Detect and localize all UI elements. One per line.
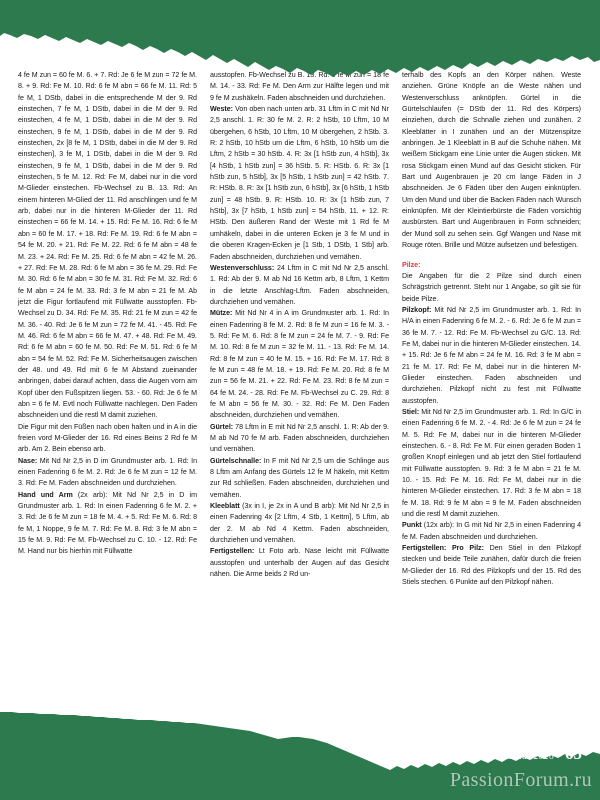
- section-heading: Westenverschluss:: [210, 263, 275, 272]
- section-guertelschnalle: Gürtelschnalle: In F mit Nd Nr 2,5 um die Schlinge aus 8 Lftm am Anfang des Gürtels 12 fe M häkeln, mit Kettm zur Rd schließen. Faden abschneiden, durchziehen und vernähen.: [210, 456, 389, 499]
- watermark: PassionForum.ru: [449, 769, 592, 791]
- section-heading: Pilzkopf:: [402, 305, 432, 314]
- section-heading: Gürtel:: [210, 422, 234, 431]
- page-number: 65: [565, 744, 582, 763]
- page-footer: [502, 744, 582, 764]
- section-westenverschluss: Westenverschluss: 24 Lftm in C mit Nd Nr 2,5 anschl. 1. Rd: Ab der 9. M ab Nd 16 Kettm arb, 8 Lftm, 1 Kettm in die letzte Anschlag-Lftm. Faden abschneiden, durchziehen und vernähen.: [210, 263, 389, 306]
- section-stiel: Stiel: Mit Nd Nr 2,5 im Grundmuster arb. 1. Rd: In G/C in einen Fadenring 6 fe M. 2. - 4. Rd: Je 6 fe M zun = 24 fe M. 5. Rd: Fe M, dabei nur in die hinteren M-Glieder einstechen. 6. - 8. Rd: Fe M. Für einen geraden Boden 1 großen Knopf einlegen und ab jetzt den Stiel fortlaufend mit Füllwatte ausstopfen. 9. Rd: 3 fe M abn = 21 fe M. 10. - 15. Rd: Fe M. 16. Rd: Fe M, dabei nur in die hinteren M-Glieder einstechen. 17. Rd: 3 fe M abn = 18 fe M. 18. Rd: 9 fe M abn = 9 fe M. Faden abschneiden und die restl M damit zuziehen.: [402, 407, 581, 519]
- column-right: [402, 70, 581, 588]
- section-spacer: [402, 252, 581, 260]
- page-content: [0, 70, 600, 730]
- section-fertigstellen: Fertigstellen: Lt Foto arb. Nase leicht mit Füllwatte ausstopfen und unterhalb der Augen auf das Gesicht nähen. Die Arme beids 2 Rd un-: [210, 547, 389, 579]
- section-heading: Fertigstellen: Pro Pilz:: [402, 544, 484, 553]
- section-kleeblatt: Kleeblatt (3x in I, je 2x in A und B arb): Mit Nd Nr 2,5 in einen Fadenring 4x [2 Lftm, 4 Stb, 1 Kettm], 5 Lftm, ab der 2. M ab Nd 4 Kettm. Faden abschneiden, durchziehen und vernähen.: [210, 502, 389, 545]
- text-columns: [18, 70, 582, 588]
- section-nase: Nase: Mit Nd Nr 2,5 in D im Grundmuster arb. 1. Rd: In einen Fadenring 6 fe M. 2. Rd: Je 6 fe M zun = 12 fe M. 3. Rd: Fe M. Faden abschneiden und durchziehen.: [18, 456, 197, 488]
- section-heading: Nase:: [18, 456, 38, 465]
- section-punkt: Punkt (12x arb): In G mit Nd Nr 2,5 in einen Fadenring 4 fe M. Faden abschneiden und durchziehen.: [402, 521, 581, 541]
- section-hand-und-arm: Hand und Arm (2x arb): Mit Nd Nr 2,5 in D im Grundmuster arb. 1. Rd: In einen Fadenring 6 fe M. 2. + 3. Rd: Je 6 fe M zun = 18 fe M. 4. + 5. Rd: Fe M. 6. Rd: 8 fe M, 1 Noppe, 9 fe M. 7. Rd: Fe M. 8. Rd: 3 fe M abn = 15 fe M. 9. Rd: Fe M. Fb-Wechsel zu C. 10. - 12. Rd: Fe M. Hand nur bis hierhin mit Füllwatte: [18, 490, 197, 556]
- section-heading: Stiel:: [402, 407, 420, 416]
- paragraph: Die Angaben für die 2 Pilze sind durch einen Schrägstrich getrennt. Steht nur 1 Angabe, so gilt sie für beide Pilze.: [402, 271, 581, 303]
- column-left: [18, 70, 197, 588]
- paragraph: 4 fe M zun = 60 fe M. 6. + 7. Rd: Je 6 fe M zun = 72 fe M. 8. + 9. Rd: Fe M. 10. Rd: 6 fe M abn = 66 fe M. 11. Rd: 5 fe M, 1 DStb, dabei in die entsprechende M der 9. Rd einstechen, 7 fe M, 1 DStb, dabei in die M der 9. Rd einstechen, 4 fe M, 1 DStb, dabei in die M der 9. Rd einstechen, 9 fe M, 1 DStb, dabei in die M der 9. Rd einstechen, 2x [8 fe M, 1 DStb, dabei in die M der 9. Rd einstechen], 3 fe M, 1 DStb, dabei in die M der 9. Rd einstechen, 9 fe M, 1 DStb, dabei in die M der 9. Rd einstechen, 5 fe M. 12. Rd: Fe M, dabei nur in die vord M-Glieder einstechen. Fb-Wechsel zu B. 13. Rd: An einem hinteren M-Glied der 11. Rd anschlingen und fe M arb, dabei nur in die hinteren M-Glieder der 11. Rd einstechen = 66 fe M. 14. + 15. Rd: Fe M. 16. Rd: 6 fe M abn = 60 fe M. 17. + 18. Rd: Fe M. 19. Rd: 6 fe M abn = 54 fe M. 20. + 21. Rd: Fe M. 22. Rd: 6 fe M abn = 48 fe M. 23. + 24. Rd: Fe M. 25. Rd: 6 fe M abn = 42 fe M. 26. + 27. Rd: Fe M. 28. Rd: 6 fe M abn = 36 fe M. 29. Rd: Fe M. 30. Rd: 6 fe M abn = 30 fe M. 31. Rd: Fe M. 32. Rd: 6 fe M abn = 24 fe M. 33. Rd: 3 fe M abn = 21 fe M. Ab jetzt die Figur fortlaufend mit Füllwatte ausstopfen. Fb-Wechsel zu D. 34. Rd: Fe M. 35. Rd: 21 fe M zun = 42 fe M. 36. - 40. Rd: Je 6 fe M zun = 72 fe M. 41. - 45. Rd: Fe M. 46. Rd: 6 fe M abn = 66 fe M. 47. + 48. Rd: Fe M. 49. Rd: 6 fe M abn = 60 fe M. 50. Rd: Fe M. 51. Rd: 6 fe M abn = 54 fe M. 52. Rd: Fe M. Sicherheitsaugen zwischen der 48. und 49. Rd mit 6 fe M Abstand zueinander anbringen, dabei darauf achten, dass die Augen vorn am Kopf über den Fußspitzen liegen. 53. - 60. Rd: Je 6 fe M abn = 6 fe M. Evtl noch Füllwatte nachlegen. Den Faden abschneiden und die restl M damit zuziehen.: [18, 71, 197, 420]
- section-fertigstellen-pilz: Fertigstellen: Pro Pilz: Den Stiel in den Pilzkopf stecken und beide Teile zunähen, dafür durch die freien M-Glieder der 16. Rd des Pilzkopfs und der 15. Rd des Stiels stechen. 6 Punkte auf den Pilzkopf nähen.: [402, 544, 581, 587]
- top-torn-green-band: [0, 0, 600, 78]
- section-guertel: Gürtel: 78 Lftm in E mit Nd Nr 2,5 anschl. 1. R: Ab der 9. M ab Nd 70 fe M arb. Faden abschneiden, durchziehen und vernähen.: [210, 422, 389, 454]
- section-heading: Fertigstellen:: [210, 547, 255, 556]
- section-heading: Gürtelschnalle:: [210, 456, 262, 465]
- section-heading: Mütze:: [210, 309, 233, 318]
- section-pilze: [402, 260, 581, 271]
- section-heading: Kleeblatt: [210, 502, 240, 511]
- section-weste: Weste: Von oben nach unten arb. 31 Lftm in C mit Nd Nr 2,5 anschl. 1. R: 30 fe M. 2. R: 2 hStb, 10 Lftm, 10 M übergehen, 6 hStb, 10 Lftm, 10 M übergehen, 2 hStb. 3. R: 2 hStb, 10 hStb um die Lftm, 6 hStb, 10 hStb um die Lftm, 2 hStb = 30 hStb. 4. R: 3x [1 hStb zun, 4 hStb], 3x [4 hStb, 1 hStb zun] = 36 hStb. 5. R: HStb. 6. R: 3x [1 hStb zun, 5 hStb], 3x [5 hStb, 1 hStb zun] = 42 hStb. 7. R: HStb. 8. R: 3x [1 hStb zun, 6 hStb], 3x [6 hStb, 1 hStb zun] = 48 hStb. 9. R: HStb. 10. R: 3x [1 hStb zun, 7 hStb], 3x [7 hStb, 1 hStb zun] = 54 hStb. 11. + 12. R: HStb. Den äußeren Rand der Weste mit 1 Rd fe M umhäkeln, dabei in die unteren Ecken je 3 fe M und in die oberen Kragen-Ecken je [1 Stb, 1 DStb, 1 Stb] arb. Faden abschneiden, durchziehen und vernähen.: [210, 105, 389, 261]
- section-heading: Hand und Arm: [18, 490, 73, 499]
- section-pilzkopf: Pilzkopf: Mit Nd Nr 2,5 im Grundmuster arb. 1. Rd: In H/A in einen Fadenring 6 fe M. 2. - 6. Rd: Je 6 fe M zun = 36 fe M. 7. - 12. Rd: Fe M. Fb-Wechsel zu G/C. 13. Rd: Fe M, dabei nur in die hinteren M-Glieder einstechen. 14. + 15. Rd: Je 6 fe M abn = 24 fe M. 16. Rd: 3 fe M abn = 21 fe M. 17. Rd: Fe M, dabei nur in die hinteren M-Glieder einstechen. Faden abschneiden und durchziehen. Pilzkopf nicht zu fest mit Füllwatte ausstopfen.: [402, 305, 581, 405]
- issue-date: Januar 2026: [502, 752, 554, 762]
- section-heading-pilze: Pilze:: [402, 260, 421, 269]
- top-band-shape: [0, 0, 600, 78]
- paragraph: Die Figur mit den Füßen nach oben halten und in A in die freien vord M-Glieder der 16. Rd eines Beins 2 Rd fe M arb. Am 2. Bein ebenso arb.: [18, 422, 197, 454]
- paragraph: ausstopfen. Fb-Wechsel zu B. 13. Rd: 3 fe M zun = 18 fe M. 14. - 33. Rd: Fe M. Den Arm zur Hälfte legen und mit 9 fe M zushäkeln. Faden abschneiden und durchziehen.: [210, 71, 389, 102]
- column-middle: [210, 70, 389, 588]
- section-heading: Weste:: [210, 105, 234, 114]
- paragraph: terhalb des Kopfs an den Körper nähen. Weste anziehen. Grüne Knöpfe an die Weste nähen und Westenverschluss anknöpfen. Gürtel in die Gürtelschlaufen (= DStb der 11. Rd des Körpers) einziehen, durch die Schnalle ziehen und zunähen. 2 Kleeblätter in I zunähen und an der Mützenspitze anbringen. Je 1 Kleeblatt in B auf die Schuhe nähen. Mit weißem Stickgarn eine Linie unter die Augen sticken. Mit rosa Stickgarn einen Mund auf das Gesicht sticken. Für Bart und Augenbrauen je 20 cm lange Fäden in J abschneiden. Je 6 Fäden über den Augen einknüpfen. Um den Mund und über die Backen Fäden nach Wunsch einknüpfen. Mit der Kleintierbürste die Fäden vorsichtig ausbürsten. Bart und Augenbrauen in Form schneiden; der Mund soll zu sehen sein. Ggf Wangen und Nase mit Rouge röten. Brille und Mütze aufsetzen und befestigen.: [402, 71, 581, 250]
- section-muetze: Mütze: Mit Nd Nr 4 in A im Grundmuster arb. 1. Rd: In einen Fadenring 8 fe M. 2. Rd: 8 fe M zun = 16 fe M. 3. - 5. Rd: Fe M. 6. Rd: 8 fe M zun = 24 fe M. 7. - 9. Rd: Fe M. 10. Rd: 8 fe M zun = 32 fe M. 11. - 13. Rd: Fe M. 14. Rd: 8 fe M zun = 40 fe M. 15. + 16. Rd: Fe M. 17. Rd: 8 fe M zun = 48 fe M. 18. + 19. Rd: Fe M. 20. Rd: 8 fe M zun = 56 fe M. 21. + 22. Rd: Fe M. 23. Rd: 8 fe M zun = 64 fe M. 24. - 28. Rd: Fe M. Fb-Wechsel zu C. 29. Rd: 8 fe M abn = 56 fe M. 30. - 32. Rd: Fe M. Den Faden abschneiden, durchziehen und vernähen.: [210, 309, 389, 420]
- section-heading: Punkt: [402, 521, 422, 530]
